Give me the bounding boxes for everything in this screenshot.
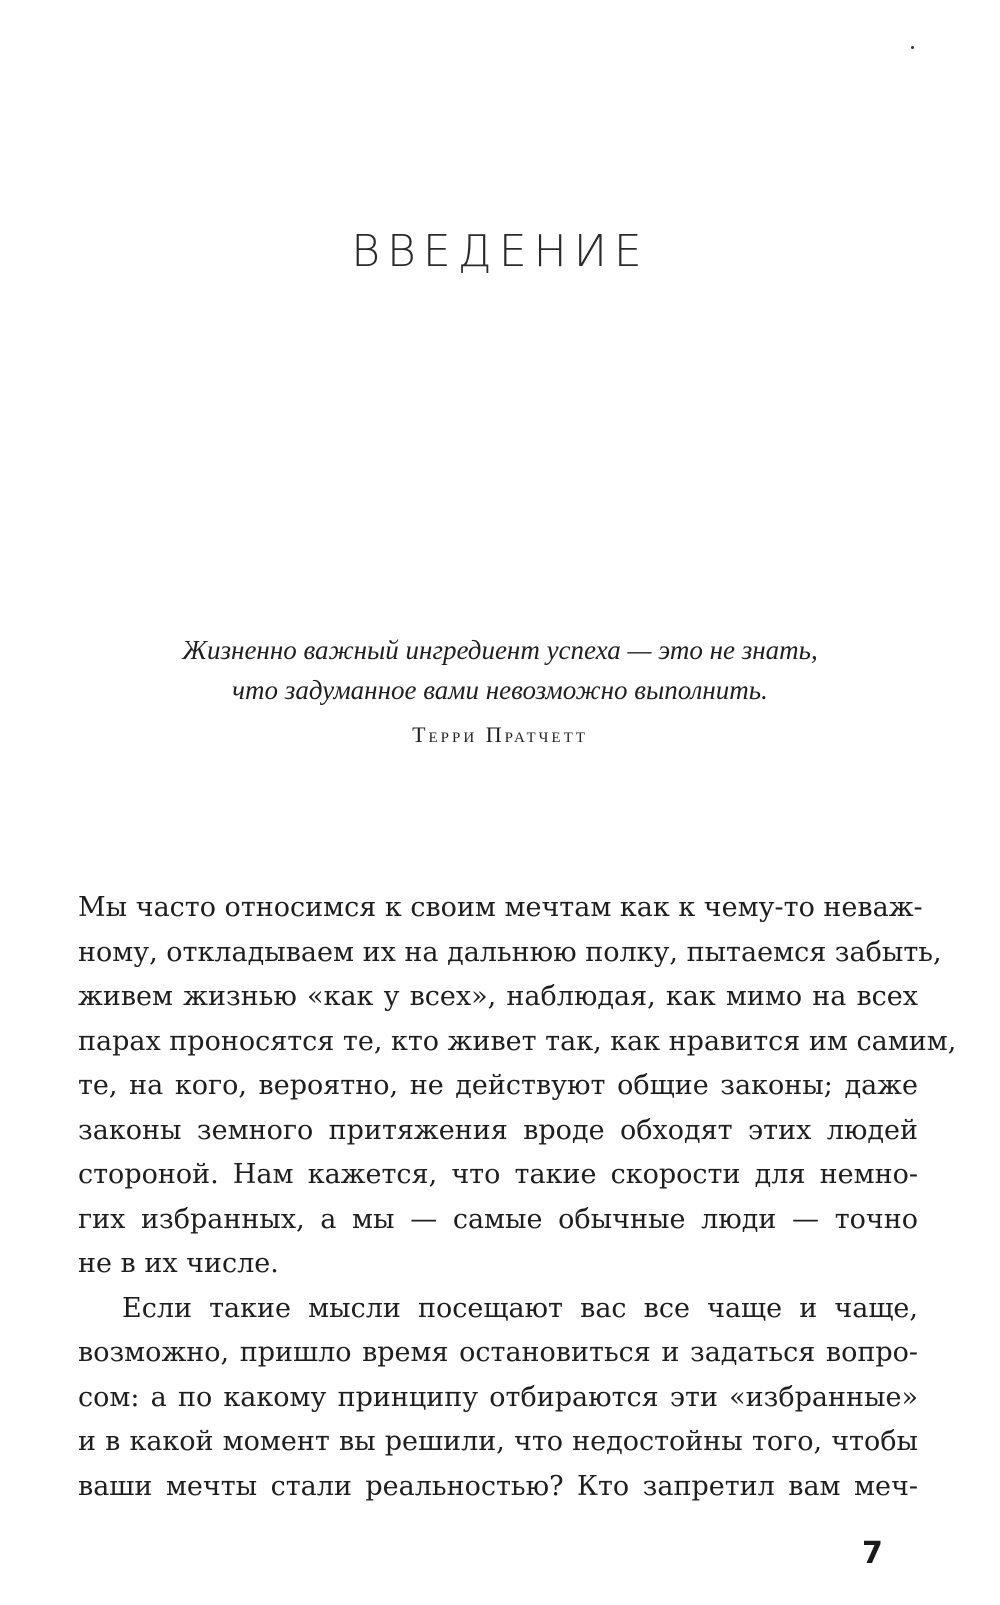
text-line: Если такие мысли посещают вас все чаще и чаще, [122, 1292, 918, 1324]
text-line: сом: а по какому принципу отбираются эти «избранные» [78, 1381, 918, 1413]
corner-dot [911, 46, 914, 49]
paragraph [78, 886, 957, 1287]
epigraph-line: что задуманное вами невозможно выполнить. [232, 675, 768, 705]
text-line: и в какой момент вы решили, что недостойны того, чтобы [78, 1426, 918, 1457]
epigraph-line: Жизненно важный ингредиент успеха — это не знать, [182, 635, 818, 665]
text-line: гих избранных, а мы — самые обычные люди — точно [78, 1203, 918, 1235]
epigraph-quote [0, 630, 1000, 710]
epigraph-author: Терри Пратчетт [412, 722, 588, 747]
text-line: Мы часто относимся к своим мечтам как к чему-то неваж- [78, 892, 923, 923]
body-text [78, 886, 957, 1509]
text-line: возможно, пришло время остановиться и задаться вопро- [78, 1337, 918, 1368]
page-number: 7 [862, 1536, 883, 1571]
text-line: ному, откладываем их на дальнюю полку, пытаемся забыть, [78, 936, 942, 968]
text-line: те, на кого, вероятно, не действуют общие законы; даже [78, 1070, 918, 1101]
paragraph [78, 1287, 918, 1510]
text-line: ваши мечты стали реальностью? Кто запретил вам меч- [78, 1470, 918, 1502]
text-line: не в их числе. [78, 1248, 279, 1279]
text-line: парах проносятся те, кто живет так, как нравится им самим, [78, 1025, 957, 1057]
text-line: живем жизнью «как у всех», наблюдая, как мимо на всех [78, 981, 918, 1012]
chapter-title: ВВЕДЕНИЕ [351, 226, 649, 277]
text-line: законы земного притяжения вроде обходят этих людей [78, 1114, 918, 1146]
text-line: стороной. Нам кажется, что такие скорости для немно- [78, 1159, 918, 1190]
